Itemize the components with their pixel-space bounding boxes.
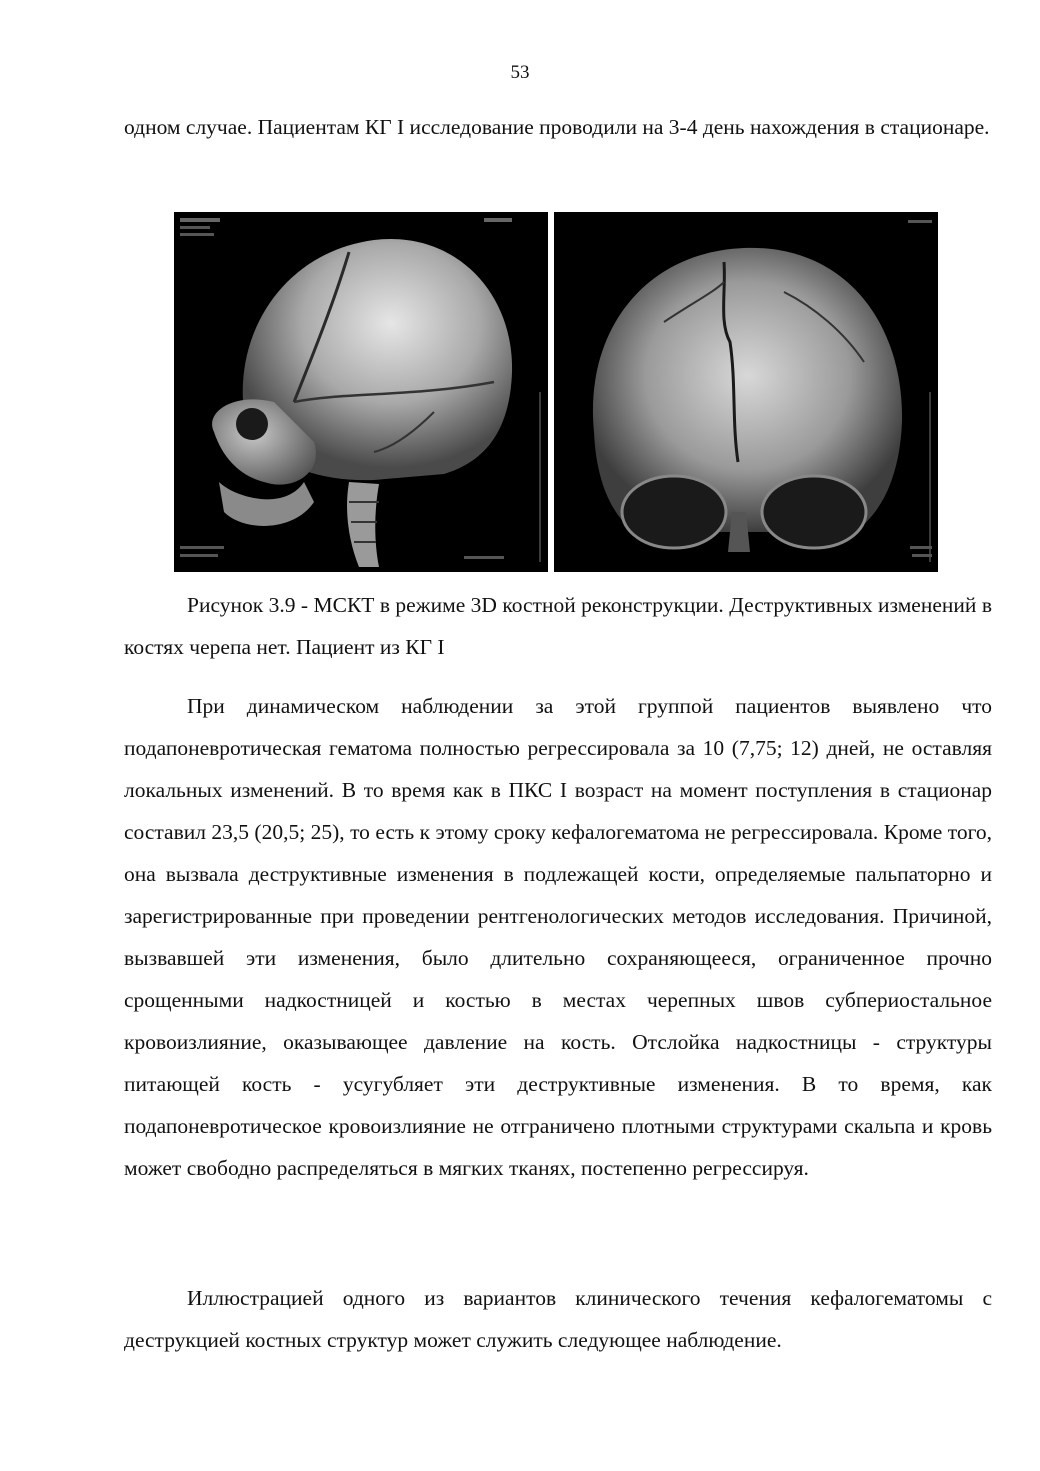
body-paragraph-2: Иллюстрацией одного из вариантов клинического течения кефалогематомы с деструкцией костных структур может служить следующее наблюдение. (124, 1286, 992, 1352)
figure-caption: Рисунок 3.9 - МСКТ в режиме 3D костной реконструкции. Деструктивных изменений в костях черепа нет. Пациент из КГ I (124, 593, 992, 659)
skull-frontal-3d-ct-image (554, 212, 938, 572)
lead-paragraph: одном случае. Пациентам КГ I исследование проводили на 3-4 день нахождения в стационаре. (124, 115, 990, 139)
figure-ct-scans (174, 212, 938, 572)
body-paragraph-1: При динамическом наблюдении за этой группой пациентов выявлено что подапоневротическая гематома полностью регрессировала за 10 (7,75; 12) дней, не оставляя локальных изменений. В то время как в ПКС I возраст на момент поступления в стационар составил 23,5 (20,5; 25), то есть к этому сроку кефалогематома не регрессировала. Кроме того, она вызвала деструктивные изменения в подлежащей кости, определяемые пальпаторно и зарегистрированные при проведении рентгенологических методов исследования. Причиной, вызвавшей эти изменения, было длительно сохраняющееся, ограниченное прочно срощенными надкостницей и костью в местах черепных швов субпериостальное кровоизлияние, оказывающее давление на кость. Отслойка надкостницы - структуры питающей кость - усугубляет эти деструктивные изменения. В то время, как подапоневротическое кровоизлияние не отграничено плотными структурами скальпа и кровь может свободно распределяться в мягких тканях, постепенно регрессируя. (124, 694, 992, 1180)
page-number: 53 (510, 62, 530, 83)
skull-lateral-3d-ct-image (174, 212, 548, 572)
